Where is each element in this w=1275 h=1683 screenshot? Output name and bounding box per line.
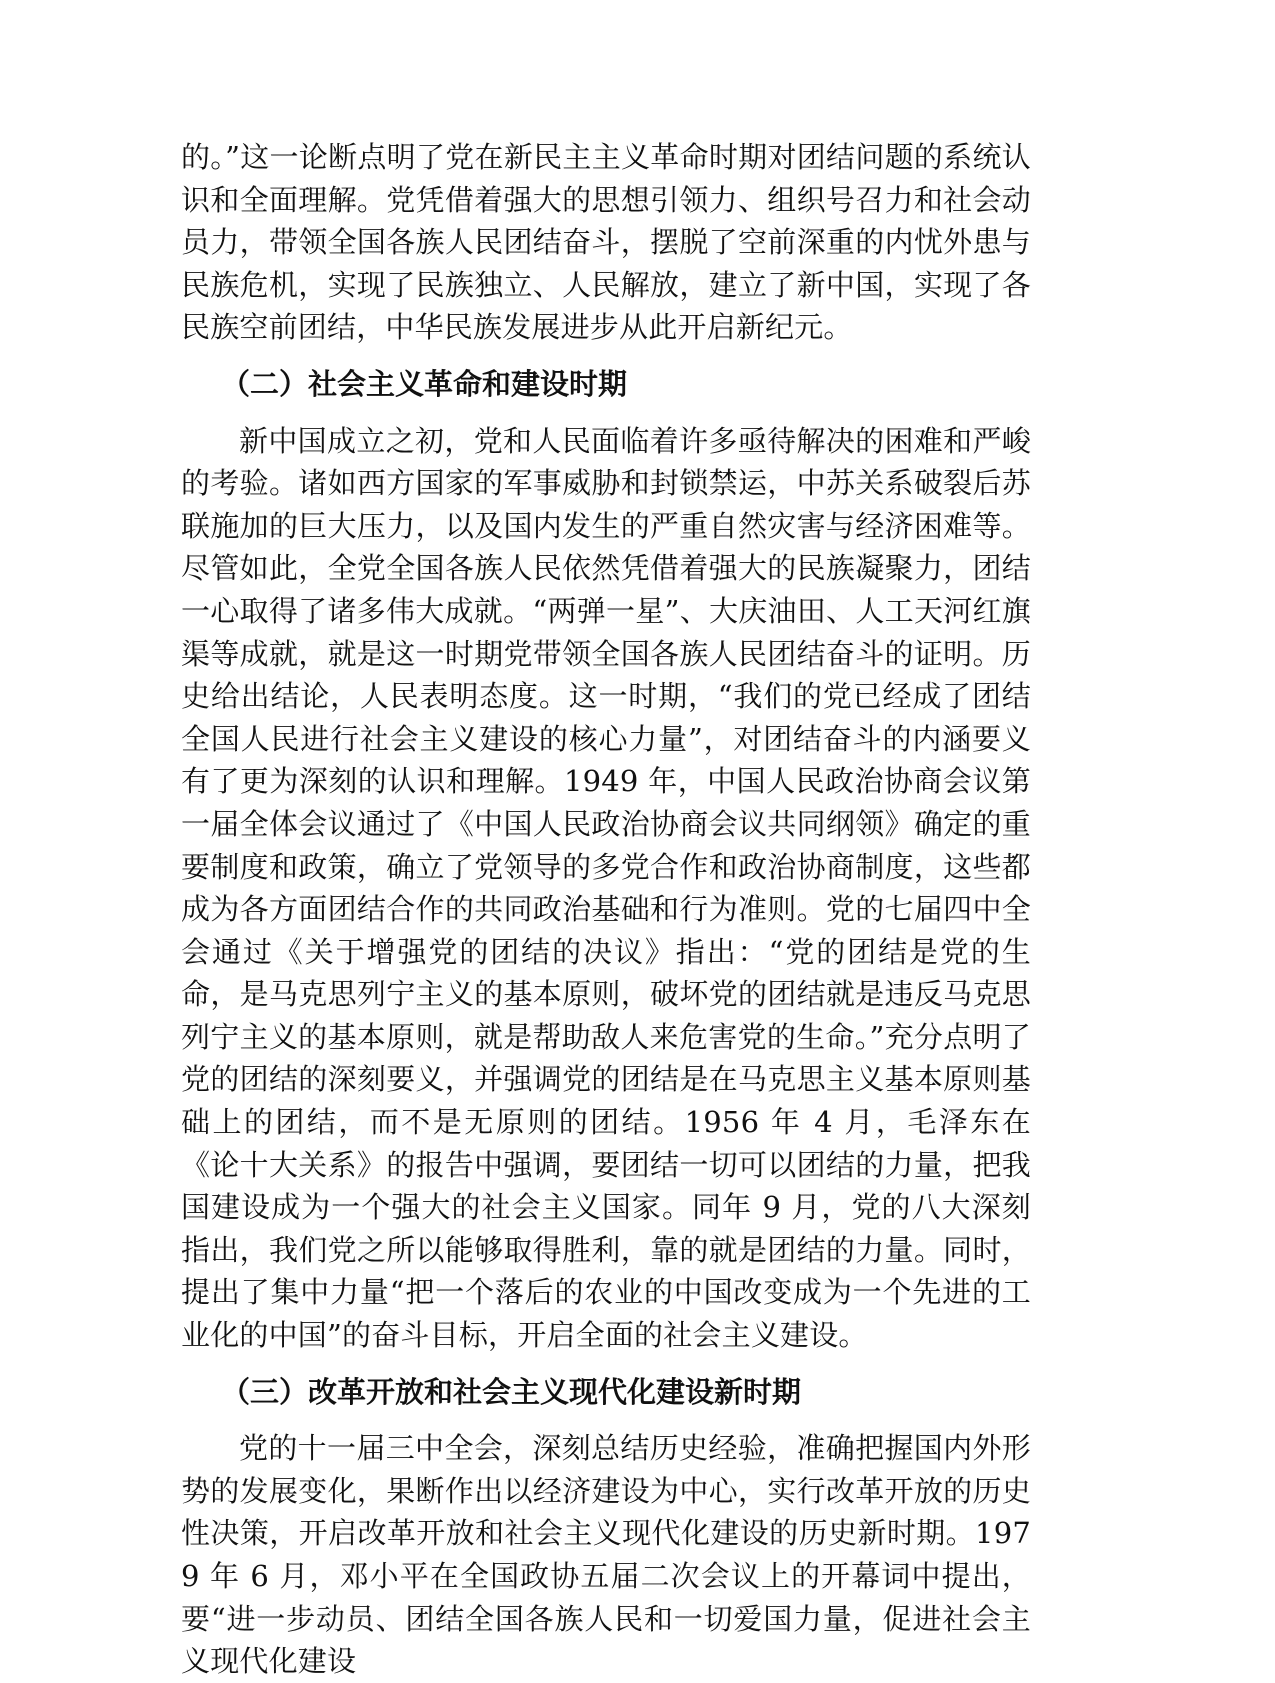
section-heading-reform-opening: （三）改革开放和社会主义现代化建设新时期 [221, 1374, 802, 1409]
paragraph-socialist-construction: 新中国成立之初，党和人民面临着许多亟待解决的困难和严峻的考验。诸如西方国家的军事威胁和封锁禁运，中苏关系破裂后苏联施加的巨大压力，以及国内发生的严重自然灾害与经济困难等。尽管如此，全党全国各族人民依然凭借着强大的民族凝聚力，团结一心取得了诸多伟大成就。“两弹一星”、大庆油田、人工天河红旗渠等成就，就是这一时期党带领全国各族人民团结奋斗的证明。历史给出结论，人民表明态度。这一时期，“我们的党已经成了团结全国人民进行社会主义建设的核心力量”，对团结奋斗的内涵要义有了更为深刻的认识和理解。1949 年，中国人民政治协商会议第一届全体会议通过了《中国人民政治协商会议共同纲领》确定的重要制度和政策，确立了党领导的多党合作和政治协商制度，这些都成为各方面团结合作的共同政治基础和行为准则。党的七届四中全会通过《关于增强党的团结的决议》指出：“党的团结是党的生命，是马克思列宁主义的基本原则，破坏党的团结就是违反马克思列宁主义的基本原则，就是帮助敌人来危害党的生命。”充分点明了党的团结的深刻要义，并强调党的团结是在马克思主义基本原则基础上的团结，而不是无原则的团结。1956 年 4 月，毛泽东在《论十大关系》的报告中强调，要团结一切可以团结的力量，把我国建设成为一个强大的社会主义国家。同年 9 月，党的八大深刻指出，我们党之所以能够取得胜利，靠的就是团结的力量。同时，提出了集中力量“把一个落后的农业的中国改变成为一个先进的工业化的中国”的奋斗目标，开启全面的社会主义建设。 [181, 423, 1031, 1353]
paragraph-reform-opening: 党的十一届三中全会，深刻总结历史经验，准确把握国内外形势的发展变化，果断作出以经济建设为中心，实行改革开放的历史性决策，开启改革开放和社会主义现代化建设的历史新时期。1979 年 6 月，邓小平在全国政协五届二次会议上的开幕词中提出，要“进一步动员、团结全国各族人民和一切爱国力量，促进社会主义现代化建设 [181, 1431, 1031, 1679]
document-page [181, 136, 1031, 1683]
section-heading-socialist-construction: （二）社会主义革命和建设时期 [221, 366, 628, 401]
paragraph-revolution-period-conclusion: 的。”这一论断点明了党在新民主主义革命时期对团结问题的系统认识和全面理解。党凭借着强大的思想引领力、组织号召力和社会动员力，带领全国各族人民团结奋斗，摆脱了空前深重的内忧外患与民族危机，实现了民族独立、人民解放，建立了新中国，实现了各民族空前团结，中华民族发展进步从此开启新纪元。 [181, 140, 1031, 345]
